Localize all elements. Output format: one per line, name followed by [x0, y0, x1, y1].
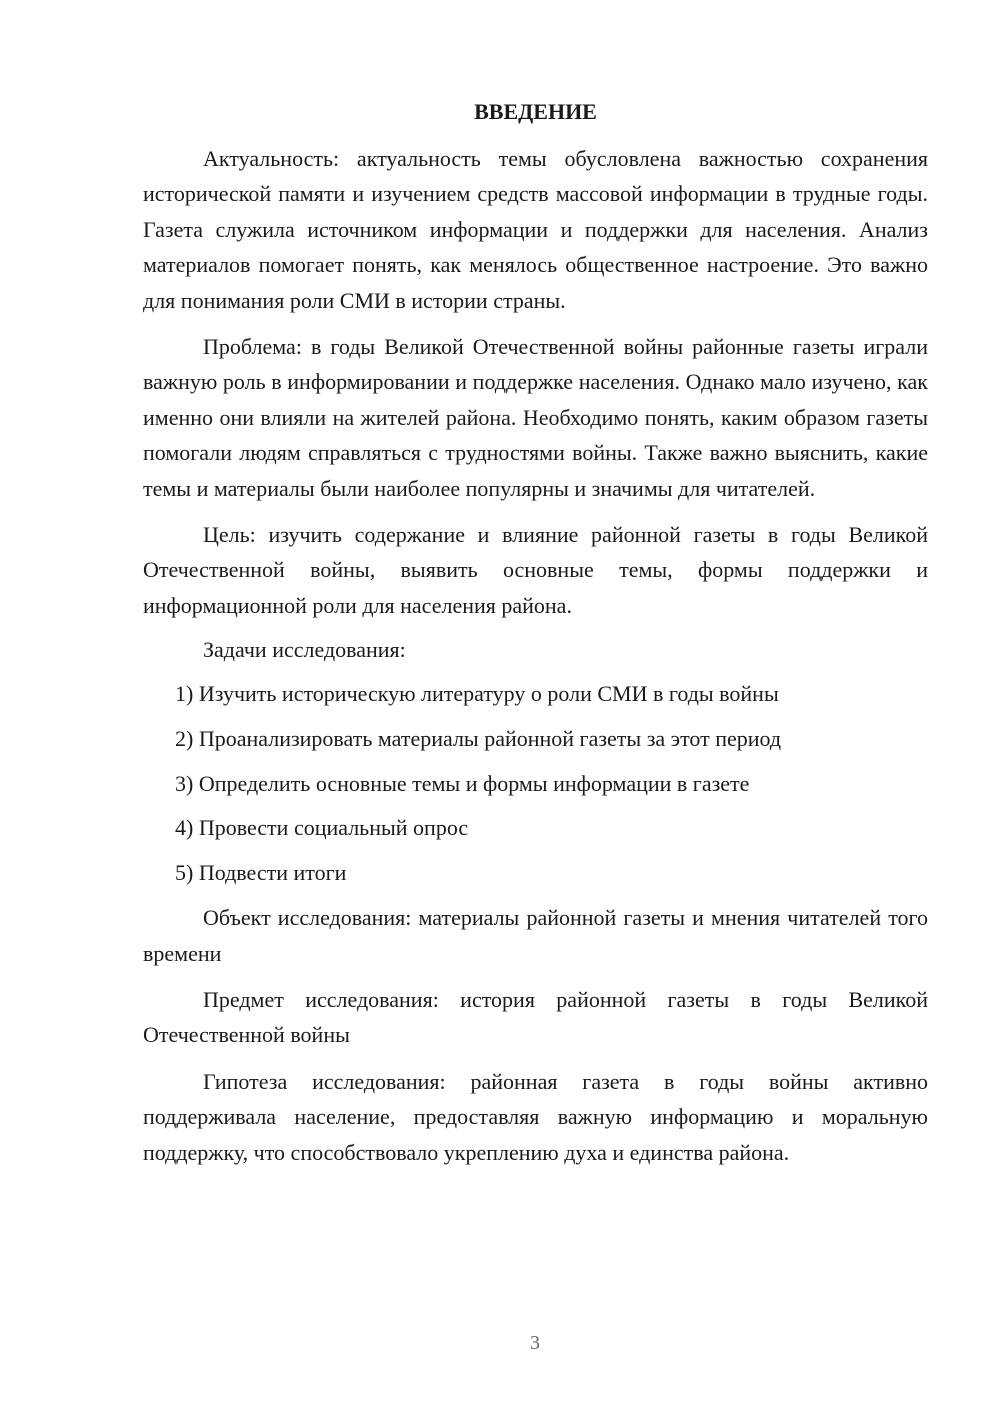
paragraph-goal: Цель: изучить содержание и влияние районной газеты в годы Великой Отечественной войны, выявить основные темы, формы поддержки и информационной роли для населения района. [143, 522, 928, 618]
list-item: 3) Определить основные темы и формы информации в газете [175, 770, 750, 796]
page-title: ВВЕДЕНИЕ [474, 99, 597, 124]
paragraph-subject: Предмет исследования: история районной газеты в годы Великой Отечественной войны [143, 987, 928, 1048]
paragraph-relevance: Актуальность: актуальность темы обусловлена важностью сохранения исторической памяти и изучением средств массовой информации в трудные годы. Газета служила источником информации и поддержки для населения. Анализ материалов помогает понять, как менялось общественное настроение. Это важно для понимания роли СМИ в истории страны. [143, 146, 928, 313]
tasks-list [143, 676, 928, 891]
document-page [143, 97, 928, 1181]
paragraph-hypothesis: Гипотеза исследования: районная газета в годы войны активно поддерживала население, предоставляя важную информацию и моральную поддержку, что способствовало укреплению духа и единства района. [143, 1068, 928, 1165]
list-item: 5) Подвести итоги [175, 860, 347, 886]
paragraph-object: Объект исследования: материалы районной газеты и мнения читателей того времени [143, 905, 928, 966]
page-number: 3 [530, 1332, 540, 1354]
paragraph-problem: Проблема: в годы Великой Отечественной войны районные газеты играли важную роль в информировании и поддержке населения. Однако мало изучено, как именно они влияли на жителей района. Необходимо понять, каким образом газеты помогали людям справляться с трудностями войны. Также важно выяснить, какие темы и материалы были наиболее популярны и значимы для читателей. [143, 334, 928, 501]
tasks-title: Задачи исследования: [203, 637, 406, 663]
list-item: 4) Провести социальный опрос [175, 815, 469, 841]
list-item: 1) Изучить историческую литературу о роли СМИ в годы войны [175, 680, 779, 706]
list-item: 2) Проанализировать материалы районной газеты за этот период [175, 725, 782, 751]
